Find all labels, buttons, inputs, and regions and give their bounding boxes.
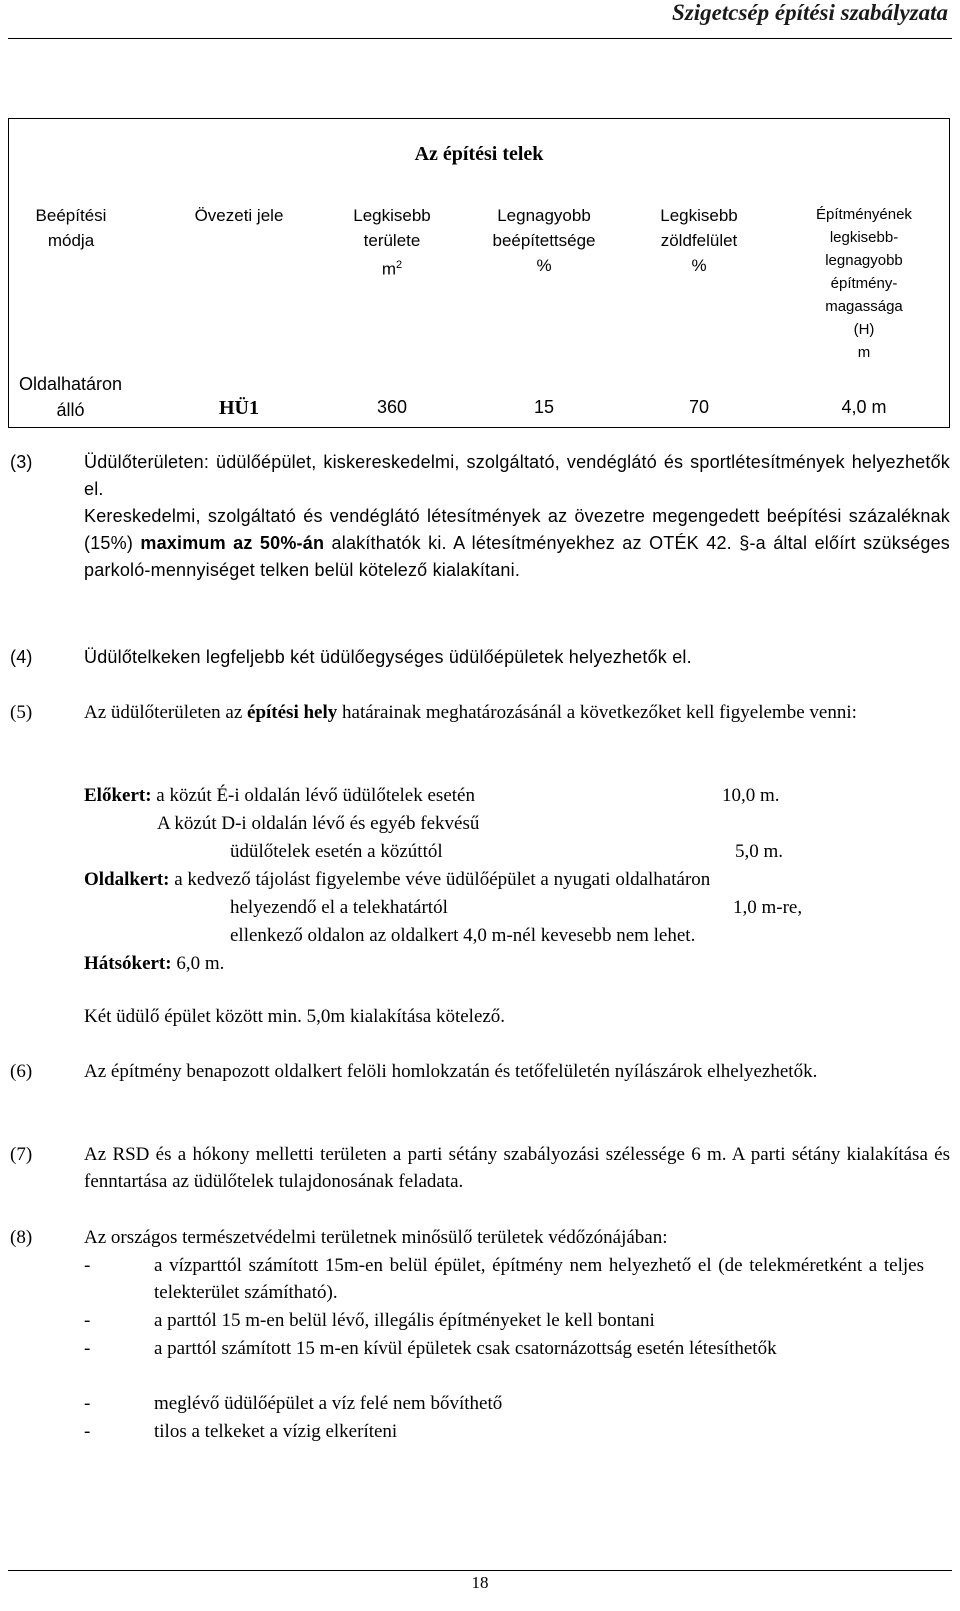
col-header-text: m xyxy=(857,344,871,361)
paragraph-text: Az RSD és a hókony melletti területen a parti sétány szabályozási szélessége 6 m. A parti sétány kialakítása és fenntartása az üdülőtelek tulajdonosának feladata. xyxy=(84,1144,950,1192)
cell-min-area: 360 xyxy=(376,397,408,417)
front-yard-line-2: A közút D-i oldalán lévő és egyéb fekvésű xyxy=(157,813,480,834)
list-item-text: meglévő üdülőépület a víz felé nem bővíthető xyxy=(154,1393,503,1414)
col-header-text: Legnagyobb xyxy=(497,206,591,225)
list-bullet: - xyxy=(84,1338,91,1359)
cell-zone-code: HÜ1 xyxy=(219,397,259,419)
col-header-text: % xyxy=(536,256,552,275)
list-item-text: a parttól 15 m-en belül lévő, illegális építményeket le kell bontani xyxy=(154,1310,655,1331)
list-bullet: - xyxy=(84,1310,91,1331)
paragraph-number: (5) xyxy=(10,702,33,723)
row-mode-text: álló xyxy=(56,400,85,420)
footer-divider xyxy=(8,1570,952,1571)
list-item xyxy=(84,1418,924,1445)
paragraph-text: Üdülőtelkeken legfeljebb két üdülőegységes üdülőépületek helyezhetők el. xyxy=(84,647,692,667)
col-header-text: (H) xyxy=(853,321,875,338)
back-yard-line xyxy=(84,950,224,977)
col-header-min-area xyxy=(327,203,457,282)
paragraph-4 xyxy=(10,644,950,674)
col-header-text: $m^2$ xyxy=(381,259,403,279)
col-header-text: % xyxy=(691,256,707,275)
col-header-zone-code xyxy=(169,203,309,228)
cell-min-green: 70 xyxy=(688,397,710,417)
document-header-title: Szigetcsép építési szabályzata xyxy=(672,0,948,25)
paragraph-5-emphasis: építési hely xyxy=(247,702,338,723)
paragraph-number: (4) xyxy=(10,647,33,667)
paragraph-text xyxy=(84,449,950,584)
col-header-building-mode xyxy=(21,203,121,253)
back-yard-value: 6,0 m. xyxy=(176,953,225,974)
list-bullet: - xyxy=(84,1393,91,1414)
paragraph-3-emphasis: maximum az 50%-án xyxy=(140,533,325,553)
col-header-text: módja xyxy=(47,231,95,250)
list-bullet: - xyxy=(84,1255,91,1276)
list-item-text: a vízparttól számított 15m-en belül épület, építmény nem helyezhető el (de telekméretként a teljes telekterület számítható). xyxy=(154,1255,924,1303)
list-item xyxy=(84,1335,924,1389)
row-building-mode xyxy=(19,371,122,423)
col-header-text: beépítettsége xyxy=(492,231,596,250)
side-yard-line-3: ellenkező oldalon az oldalkert 4,0 m-nél kevesebb nem lehet. xyxy=(230,925,696,946)
paragraph-7 xyxy=(10,1141,950,1197)
list-bullet: - xyxy=(84,1421,91,1442)
list-item xyxy=(84,1252,924,1306)
front-yard-text: a közút É-i oldalán lévő üdülőtelek esetén xyxy=(156,785,475,806)
col-header-text: Legkisebb xyxy=(660,206,738,225)
col-header-text: területe xyxy=(363,231,421,250)
side-yard-line-1 xyxy=(84,866,710,893)
paragraph-number: (8) xyxy=(10,1227,33,1248)
paragraph-number: (3) xyxy=(10,452,33,472)
side-yard-text: a kedvező tájolást figyelembe véve üdülőépület a nyugati oldalhatáron xyxy=(174,869,711,890)
table-title: Az építési telek xyxy=(414,143,544,165)
list-item-text: a parttól számított 15 m-en kívül épületek csak csatornázottság esetén létesíthetők xyxy=(154,1338,777,1359)
col-header-text: zöldfelület xyxy=(660,231,738,250)
paragraph-5-text-2: határainak meghatározásánál a következőket kell figyelembe venni: xyxy=(342,702,857,723)
paragraph-5 xyxy=(10,699,950,759)
front-yard-line-1 xyxy=(84,782,475,809)
paragraph-number: (7) xyxy=(10,1144,33,1165)
col-header-text: legnagyobb xyxy=(825,252,903,269)
front-yard-line-3: üdülőtelek esetén a közúttól xyxy=(230,841,443,862)
section-sign: § xyxy=(739,533,750,553)
paragraph-8 xyxy=(10,1224,950,1254)
building-plot-table xyxy=(8,118,950,428)
cell-max-coverage: 15 xyxy=(533,397,555,417)
col-header-text: Legkisebb xyxy=(353,206,431,225)
paragraph-text: Az országos természetvédelmi területnek minősülő területek védőzónájában: xyxy=(84,1227,668,1248)
header-divider xyxy=(8,38,952,39)
col-header-building-height xyxy=(784,203,944,364)
back-yard-label: Hátsókert: xyxy=(84,953,172,974)
col-header-text: Beépítési xyxy=(35,206,107,225)
list-item xyxy=(84,1307,924,1334)
paragraph-3 xyxy=(10,449,950,619)
paragraph-number: (6) xyxy=(10,1061,33,1082)
col-header-text: legkisebb- xyxy=(829,229,899,246)
col-header-min-green xyxy=(629,203,769,278)
paragraph-text xyxy=(84,699,950,726)
side-yard-label: Oldalkert: xyxy=(84,869,170,890)
side-yard-value: 1,0 m-re, xyxy=(733,897,803,918)
front-yard-label: Előkert: xyxy=(84,785,152,806)
between-buildings-line: Két üdülő épület között min. 5,0m kialakítása kötelező. xyxy=(84,1006,506,1027)
paragraph-6 xyxy=(10,1058,950,1114)
col-header-max-coverage xyxy=(474,203,614,278)
paragraph-3-text-b3: -a által előírt szükséges parkoló-mennyiséget telken belül kötelező kialakítani. xyxy=(84,533,950,580)
col-header-text: Övezeti jele xyxy=(194,206,284,225)
col-header-text: magassága xyxy=(825,298,903,315)
list-item-text: tilos a telkeket a vízig elkeríteni xyxy=(154,1421,398,1442)
page-number: 18 xyxy=(471,1573,489,1592)
col-header-text: építmény- xyxy=(830,275,898,292)
paragraph-3-text-a: Üdülőterületen: üdülőépület, kiskereskedelmi, szolgáltató, vendéglátó és sportlétesítmények helyezhetők el. xyxy=(84,452,950,499)
paragraph-3-text-b2: alakíthatók ki. A létesítményekhez az OTÉK 42. xyxy=(331,533,732,553)
front-yard-value-north: 10,0 m. xyxy=(722,785,780,806)
col-header-text: Építményének xyxy=(816,206,912,223)
front-yard-value-south: 5,0 m. xyxy=(735,841,784,862)
paragraph-5-text-1: Az üdülőterületen az xyxy=(84,702,243,723)
list-item xyxy=(84,1390,924,1417)
row-mode-text: Oldalhatáron xyxy=(19,374,123,394)
paragraph-text: Az építmény benapozott oldalkert felöli homlokzatán és tetőfelületén nyílászárok elhelyezhetők. xyxy=(84,1061,818,1082)
paragraph-3-text-b1: Kereskedelmi, szolgáltató és vendéglátó létesítmények az övezetre megengedett beépítési százaléknak (15%) xyxy=(84,506,950,553)
side-yard-line-2: helyezendő el a telekhatártól xyxy=(230,897,448,918)
cell-building-height: 4,0 m xyxy=(841,397,887,417)
